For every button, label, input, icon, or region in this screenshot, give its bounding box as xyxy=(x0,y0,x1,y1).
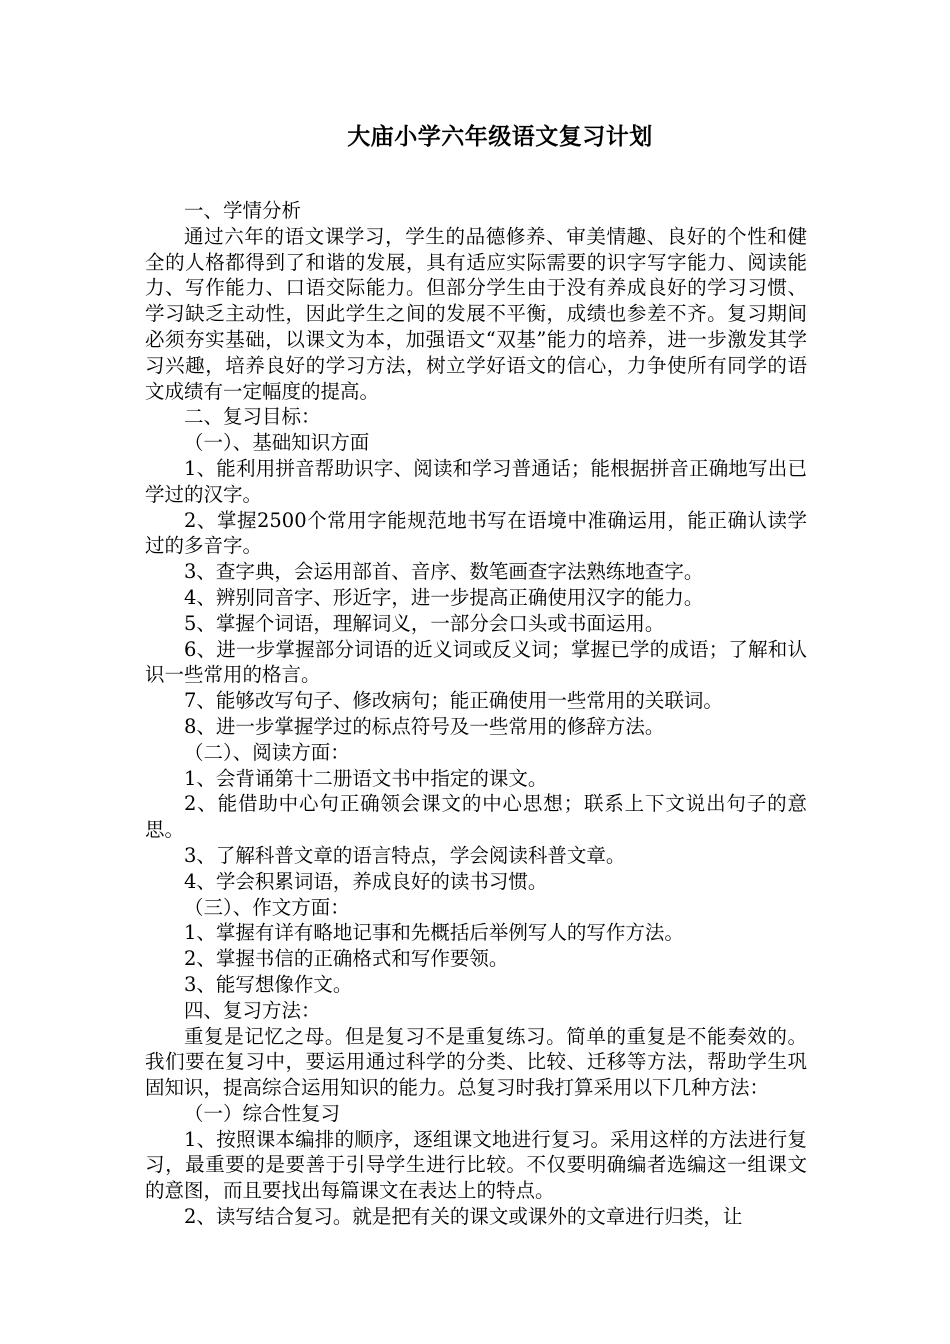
paragraph: 3、能写想像作文。 xyxy=(184,972,353,996)
paragraph: 1、会背诵第十二册语文书中指定的课文。 xyxy=(184,766,548,790)
paragraph: 4、辨别同音字、形近字，进一步提高正确使用汉字的能力。 xyxy=(184,585,704,609)
paragraph: 1、能利用拼音帮助识字、阅读和学习普通话；能根据拼音正确地写出已学过的汉字。 xyxy=(145,456,807,506)
document-body xyxy=(145,198,807,1230)
paragraph: 3、了解科普文章的语言特点，学会阅读科普文章。 xyxy=(184,843,626,867)
paragraph: 一、学情分析 xyxy=(184,199,302,222)
paragraph: 1、掌握有详有略地记事和先概括后举例写人的写作方法。 xyxy=(184,921,684,945)
document-title: 大庙小学六年级语文复习计划 xyxy=(347,123,653,150)
paragraph: 8、进一步掌握学过的标点符号及一些常用的修辞方法。 xyxy=(184,714,665,738)
paragraph: 二、复习目标： xyxy=(184,405,321,429)
paragraph: （三）、作文方面： xyxy=(184,895,350,919)
paragraph: 2、能借助中心句正确领会课文的中心思想；联系上下文说出句子的意思。 xyxy=(145,792,807,842)
paragraph: 四、复习方法： xyxy=(184,998,321,1022)
paragraph: 重复是记忆之母。但是复习不是重复练习。简单的重复是不能奏效的。我们要在复习中，要运用通过科学的分类、比较、迁移等方法，帮助学生巩固知识，提高综合运用知识的能力。总复习时我打算采用以下几种方法： xyxy=(145,1024,807,1100)
paragraph: 2、读写结合复习。就是把有关的课文或课外的文章进行归类，让 xyxy=(184,1205,743,1229)
paragraph: 2、掌握书信的正确格式和写作要领。 xyxy=(184,947,509,971)
paragraph: 3、查字典，会运用部首、音序、数笔画查字法熟练地查字。 xyxy=(184,560,704,584)
paragraph: （二）、阅读方面： xyxy=(184,740,350,764)
paragraph: 通过六年的语文课学习，学生的品德修养、审美情趣、良好的个性和健全的人格都得到了和谐的发展，具有适应实际需要的识字写字能力、阅读能力、写作能力、口语交际能力。但部分学生由于没有养成良好的学习习惯、学习缺乏主动性，因此学生之间的发展不平衡，成绩也参差不齐。复习期间必须夯实基础，以课文为本，加强语文“双基”能力的培养，进一步激发其学习兴趣，培养良好的学习方法，树立学好语文的信心，力争使所有同学的语文成绩有一定幅度的提高。 xyxy=(145,224,807,403)
paragraph: 1、按照课本编排的顺序，逐组课文地进行复习。采用这样的方法进行复习，最重要的是要善于引导学生进行比较。不仅要明确编者选编这一组课文的意图，而且要找出每篇课文在表达上的特点。 xyxy=(145,1127,807,1203)
paragraph: 4、学会积累词语，养成良好的读书习惯。 xyxy=(184,869,548,893)
paragraph: （一）、基础知识方面 xyxy=(184,431,370,455)
paragraph: （一）综合性复习 xyxy=(184,1101,341,1125)
paragraph: 6、进一步掌握部分词语的近义词或反义词；掌握已学的成语；了解和认识一些常用的格言。 xyxy=(145,637,807,687)
paragraph: 7、能够改写句子、修改病句；能正确使用一些常用的关联词。 xyxy=(184,689,723,713)
paragraph: 2、掌握2500个常用字能规范地书写在语境中准确运用，能正确认读学过的多音字。 xyxy=(145,508,807,558)
paragraph: 5、掌握个词语，理解词义，一部分会口头或书面运用。 xyxy=(184,611,665,635)
